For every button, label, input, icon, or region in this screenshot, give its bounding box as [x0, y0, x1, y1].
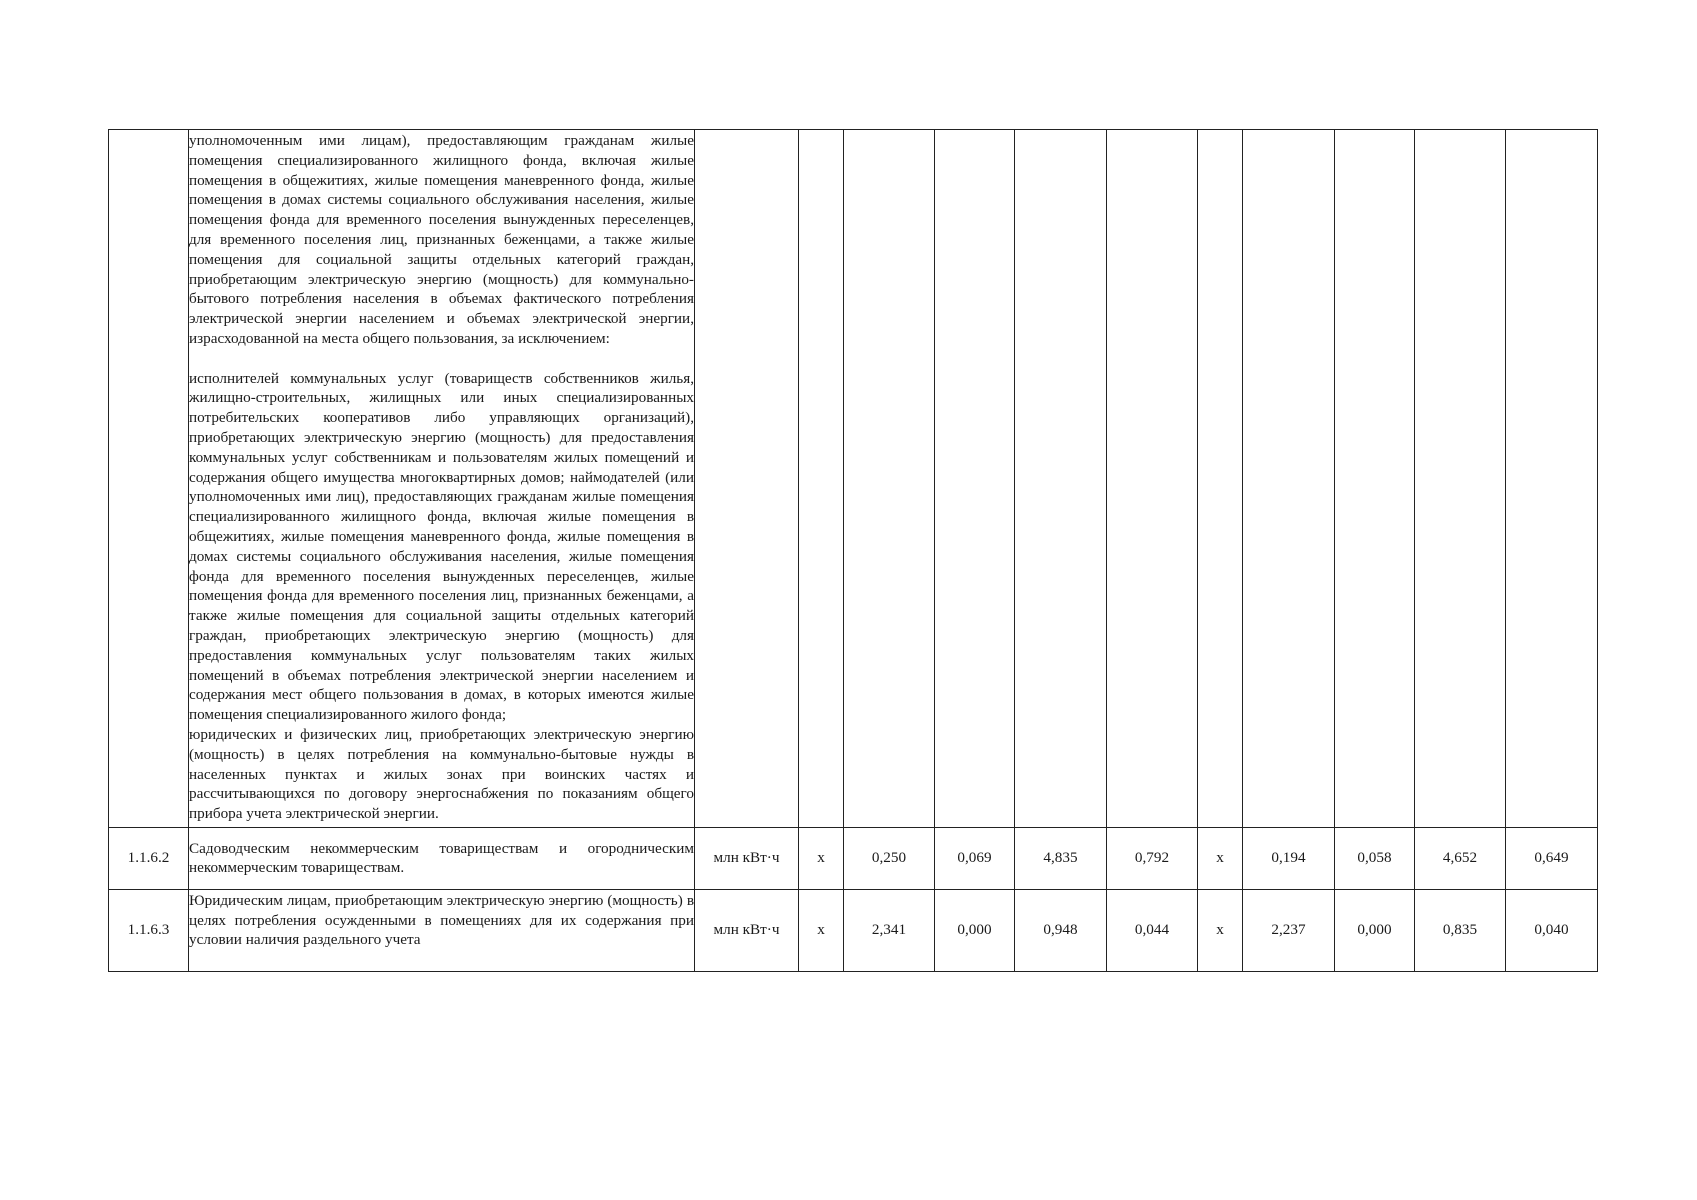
table-row: [109, 889, 1598, 971]
row-description: [189, 130, 695, 828]
value-cell: 0,000: [1335, 889, 1415, 971]
value-cell: 4,835: [1015, 827, 1107, 889]
value-cell: 2,341: [844, 889, 935, 971]
value-cell: 0,044: [1107, 889, 1198, 971]
value-cell: [1335, 130, 1415, 828]
row-description: [189, 889, 695, 971]
description-paragraph: уполномоченным ими лицам), предоставляющим гражданам жилые помещения специализированного жилищного фонда, включая жилые помещения в общежитиях, жилые помещения маневренного фонда, жилые помещения в домах системы социального обслуживания населения, жилые помещения фонда для временного поселения вынужденных переселенцев, для временного поселения лиц, признанных беженцами, а также жилые помещения для социальной защиты отдельных категорий граждан, приобретающим электрическую энергию (мощность) для коммунально-бытового потребления населения в объемах фактического потребления электрической энергии населением и объемах электрической энергии, израсходованной на места общего пользования, за исключением:: [189, 132, 694, 347]
value-cell: 0,792: [1107, 827, 1198, 889]
description-paragraph: Юридическим лицам, приобретающим электрическую энергию (мощность) в целях потребления осужденными в помещениях для их содержания при условии наличия раздельного учета: [189, 891, 694, 949]
description-clip: [189, 891, 694, 969]
value-cell: [1198, 130, 1243, 828]
value-cell: 0,000: [935, 889, 1015, 971]
row-number: [109, 130, 189, 828]
value-cell: 4,652: [1415, 827, 1506, 889]
value-cell: x: [1198, 827, 1243, 889]
unit-cell: млн кВт·ч: [695, 889, 799, 971]
tariff-volume-table: [108, 129, 1598, 972]
value-cell: x: [1198, 889, 1243, 971]
value-cell: 2,237: [1243, 889, 1335, 971]
description-paragraph: юридических и физических лиц, приобретающих электрическую энергию (мощность) в целях потребления на коммунально-бытовые нужды в населенных пунктах и жилых зонах при воинских частях и рассчитывающихся по договору энергоснабжения по показаниям общего прибора учета электрической энергии.: [189, 725, 694, 823]
table-row: [109, 827, 1598, 889]
value-cell: x: [799, 827, 844, 889]
value-cell: [1506, 130, 1598, 828]
value-cell: [844, 130, 935, 828]
value-cell: [1107, 130, 1198, 828]
value-cell: 0,058: [1335, 827, 1415, 889]
value-cell: [1415, 130, 1506, 828]
value-cell: 0,649: [1506, 827, 1598, 889]
value-cell: 0,835: [1415, 889, 1506, 971]
description-paragraph: Садоводческим некоммерческим товариществам и огородническим некоммерческим товариществам.: [189, 839, 694, 877]
value-cell: 0,948: [1015, 889, 1107, 971]
value-cell: [799, 130, 844, 828]
value-cell: 0,250: [844, 827, 935, 889]
row-description: [189, 827, 695, 889]
value-cell: [1243, 130, 1335, 828]
unit-cell: млн кВт·ч: [695, 827, 799, 889]
value-cell: x: [799, 889, 844, 971]
description-paragraph: исполнителей коммунальных услуг (товариществ собственников жилья, жилищно-строительных, жилищных или иных специализированных потребительских кооперативов либо управляющих организаций), приобретающих электрическую энергию (мощность) для предоставления коммунальных услуг собственникам и пользователям жилых помещений и содержания общего имущества многоквартирных домов; наймодателей (или уполномоченных ими лиц), предоставляющих гражданам жилые помещения специализированного жилищного фонда, включая жилые помещения в общежитиях, жилые помещения маневренного фонда, жилые помещения в домах системы социального обслуживания населения, жилые помещения фонда для временного поселения вынужденных переселенцев, жилые помещения фонда для временного поселения лиц, признанных беженцами, а также жилые помещения для социальной защиты отдельных категорий граждан, приобретающих электрическую энергию (мощность) для предоставления коммунальных услуг пользователям таких жилых помещений в объемах потребления электрической энергии населением и содержания мест общего пользования в домах, в которых имеются жилые помещения специализированного жилого фонда;: [189, 369, 694, 724]
row-number: 1.1.6.3: [109, 889, 189, 971]
unit-cell: [695, 130, 799, 828]
value-cell: 0,069: [935, 827, 1015, 889]
value-cell: [1015, 130, 1107, 828]
row-number: 1.1.6.2: [109, 827, 189, 889]
value-cell: 0,194: [1243, 827, 1335, 889]
value-cell: 0,040: [1506, 889, 1598, 971]
value-cell: [935, 130, 1015, 828]
table-row: [109, 130, 1598, 828]
